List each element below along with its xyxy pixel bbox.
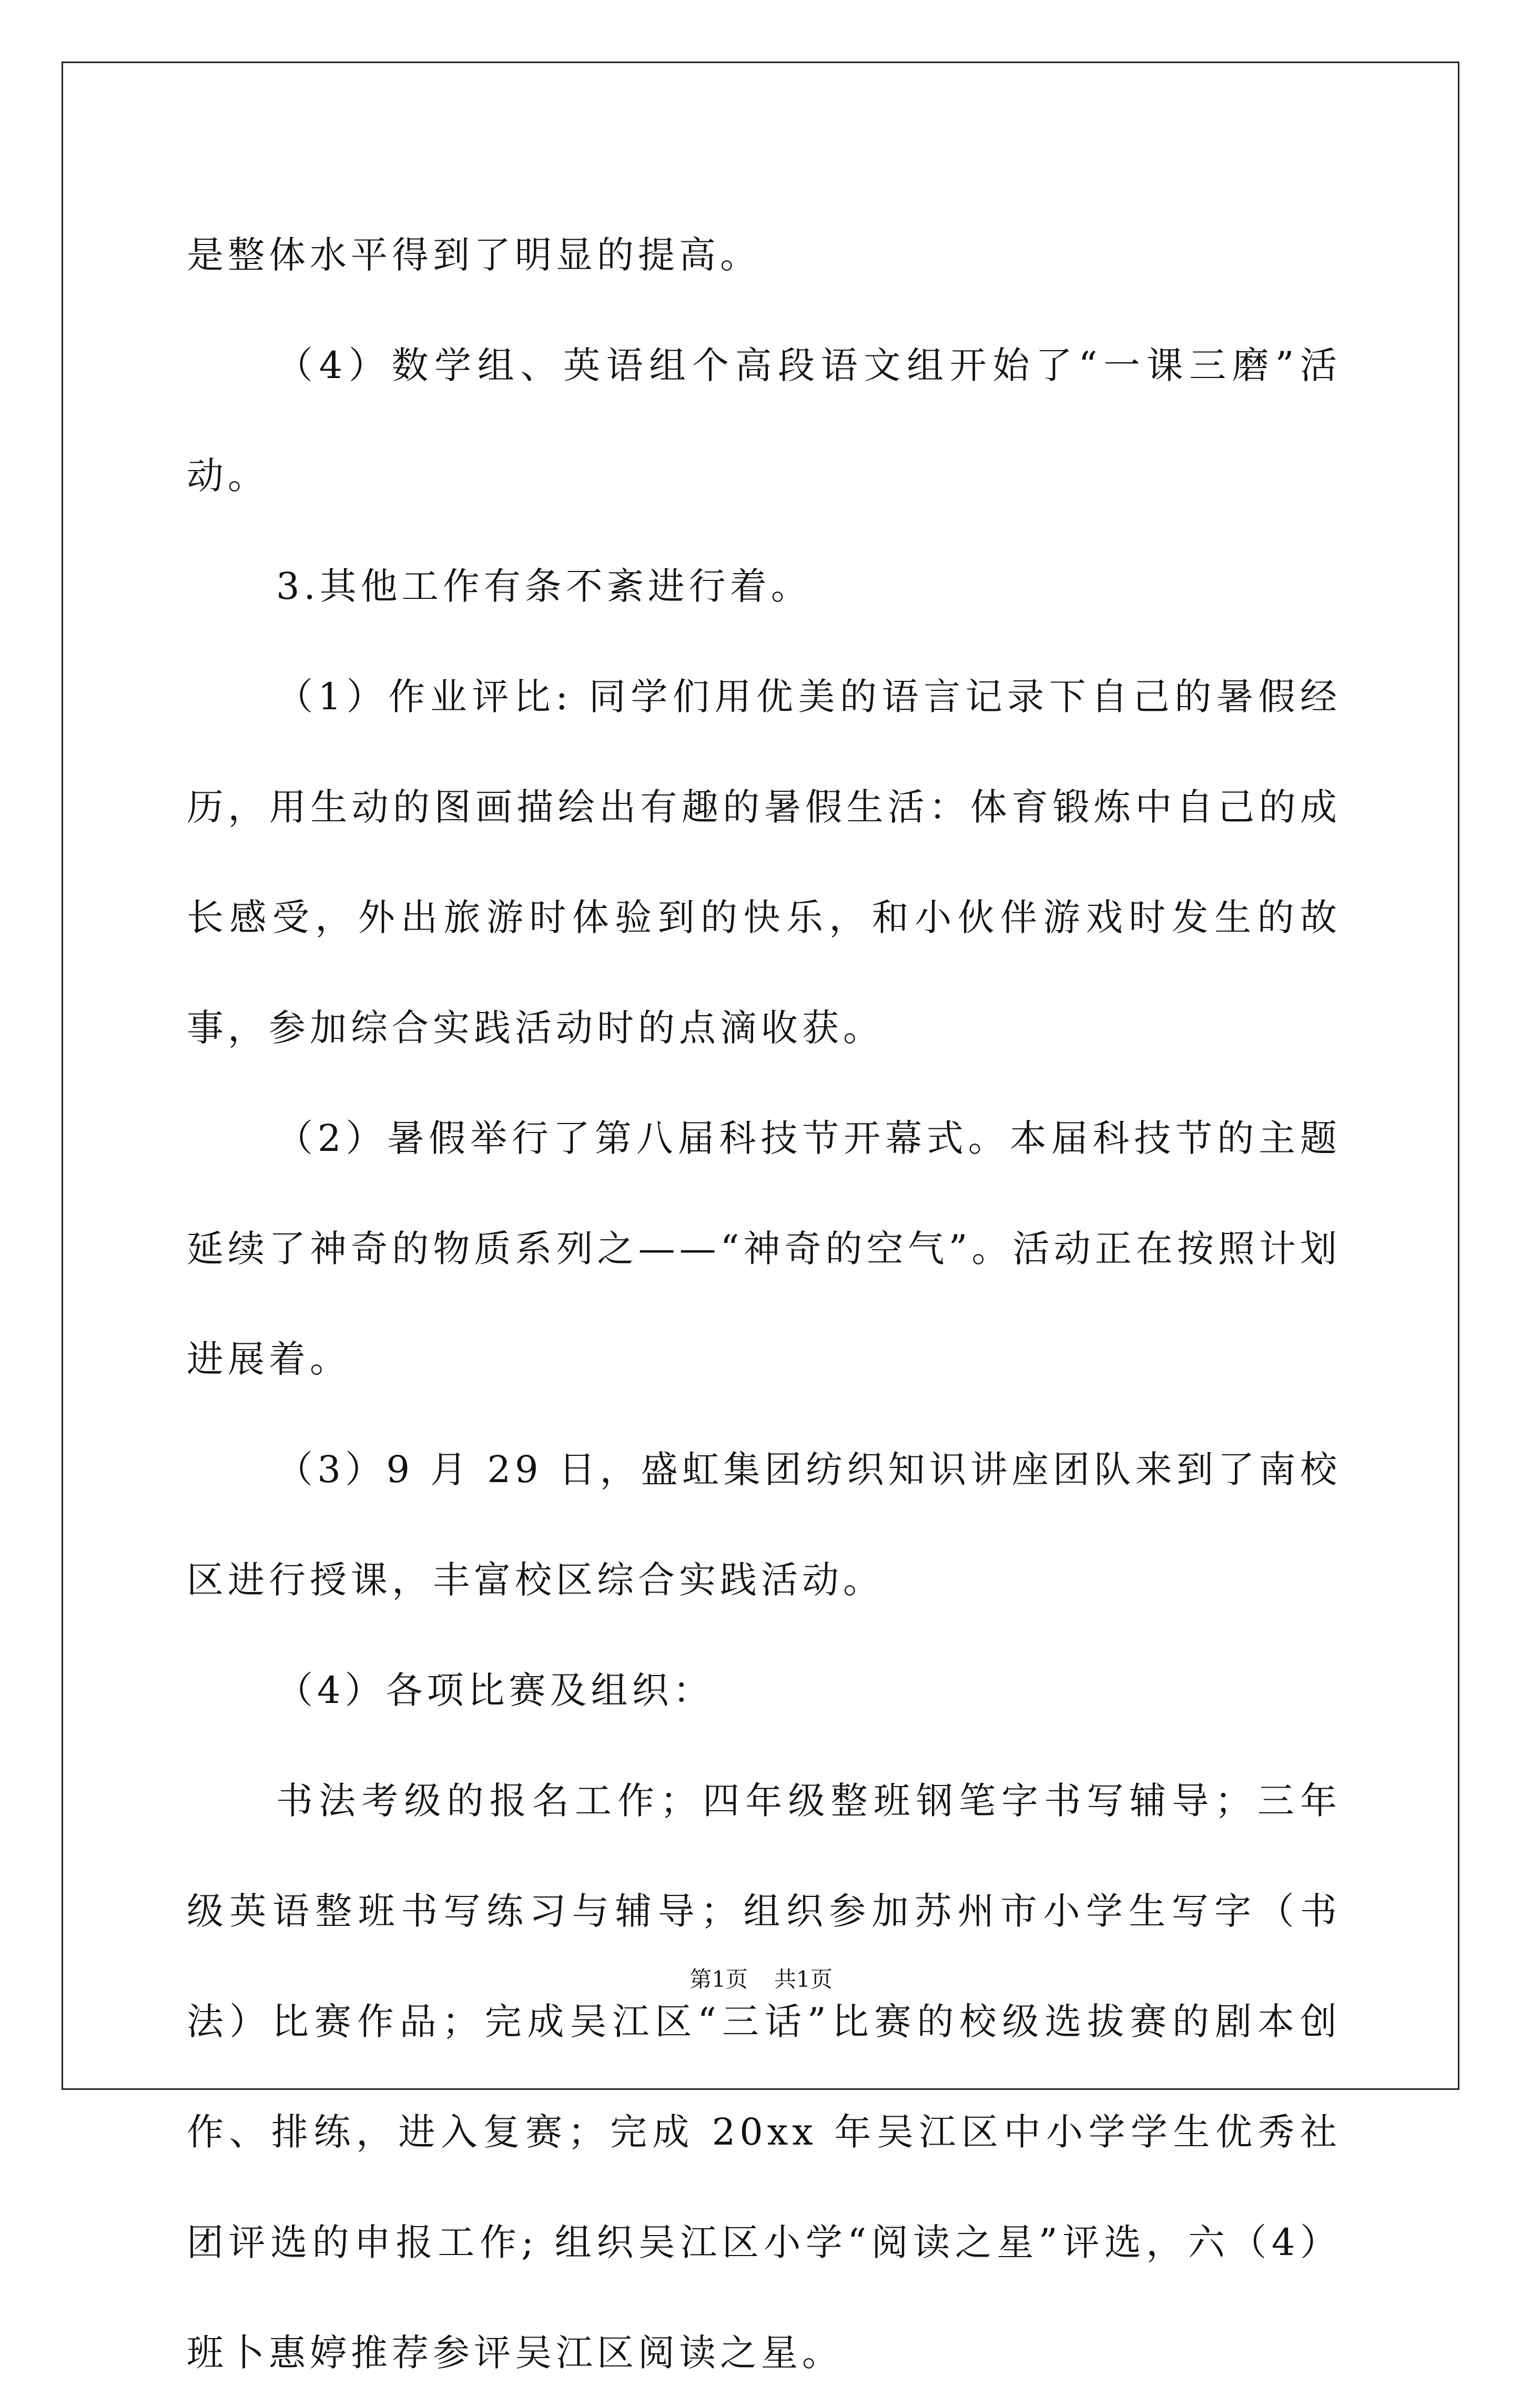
section-heading-other-work: 3.其他工作有条不紊进行着。 [276, 565, 812, 608]
page-number-total: 共1页 [774, 1966, 833, 1992]
paragraph-item-2-tech-festival: （2）暑假举行了第八届科技节开幕式。本届科技节的主题延续了神奇的物质系列之——“神奇的空气”。活动正在按照计划进展着。 [187, 1117, 1341, 1381]
paragraph-item-3-lecture: （3）9 月 29 日，盛虹集团纺织知识讲座团队来到了南校区进行授课，丰富校区综合实践活动。 [187, 1448, 1341, 1601]
page-footer [0, 1964, 1522, 1995]
paragraph-item-4-competitions: （4）各项比赛及组织： [276, 1669, 714, 1712]
page-number-current: 第1页 [689, 1966, 748, 1992]
paragraph-item-1-homework: （1）作业评比: 同学们用优美的语言记录下自己的暑假经历，用生动的图画描绘出有趣的暑假生活：体育锻炼中自己的成长感受，外出旅游时体验到的快乐，和小伙伴游戏时发生的故事，参加综合实践活动时的点滴收获。 [187, 675, 1341, 1049]
paragraph-competition-details: 书法考级的报名工作；四年级整班钢笔字书写辅导；三年级英语整班书写练习与辅导；组织参加苏州市小学生写字（书法）比赛作品；完成吴江区“三话”比赛的校级选拔赛的剧本创作、排练，进入复赛；完成 20xx 年吴江区中小学学生优秀社团评选的申报工作; 组织吴江区小学“阅读之星”评选，六（4）班卜惠婷推荐参评吴江区阅读之星。 [187, 1779, 1341, 2374]
document-body [187, 200, 1341, 2408]
paragraph-continuation: 是整体水平得到了明显的提高。 [187, 233, 761, 277]
paragraph-item-4-yike-sanmo: （4）数学组、英语组个高段语文组开始了“一课三磨”活动。 [187, 344, 1341, 497]
